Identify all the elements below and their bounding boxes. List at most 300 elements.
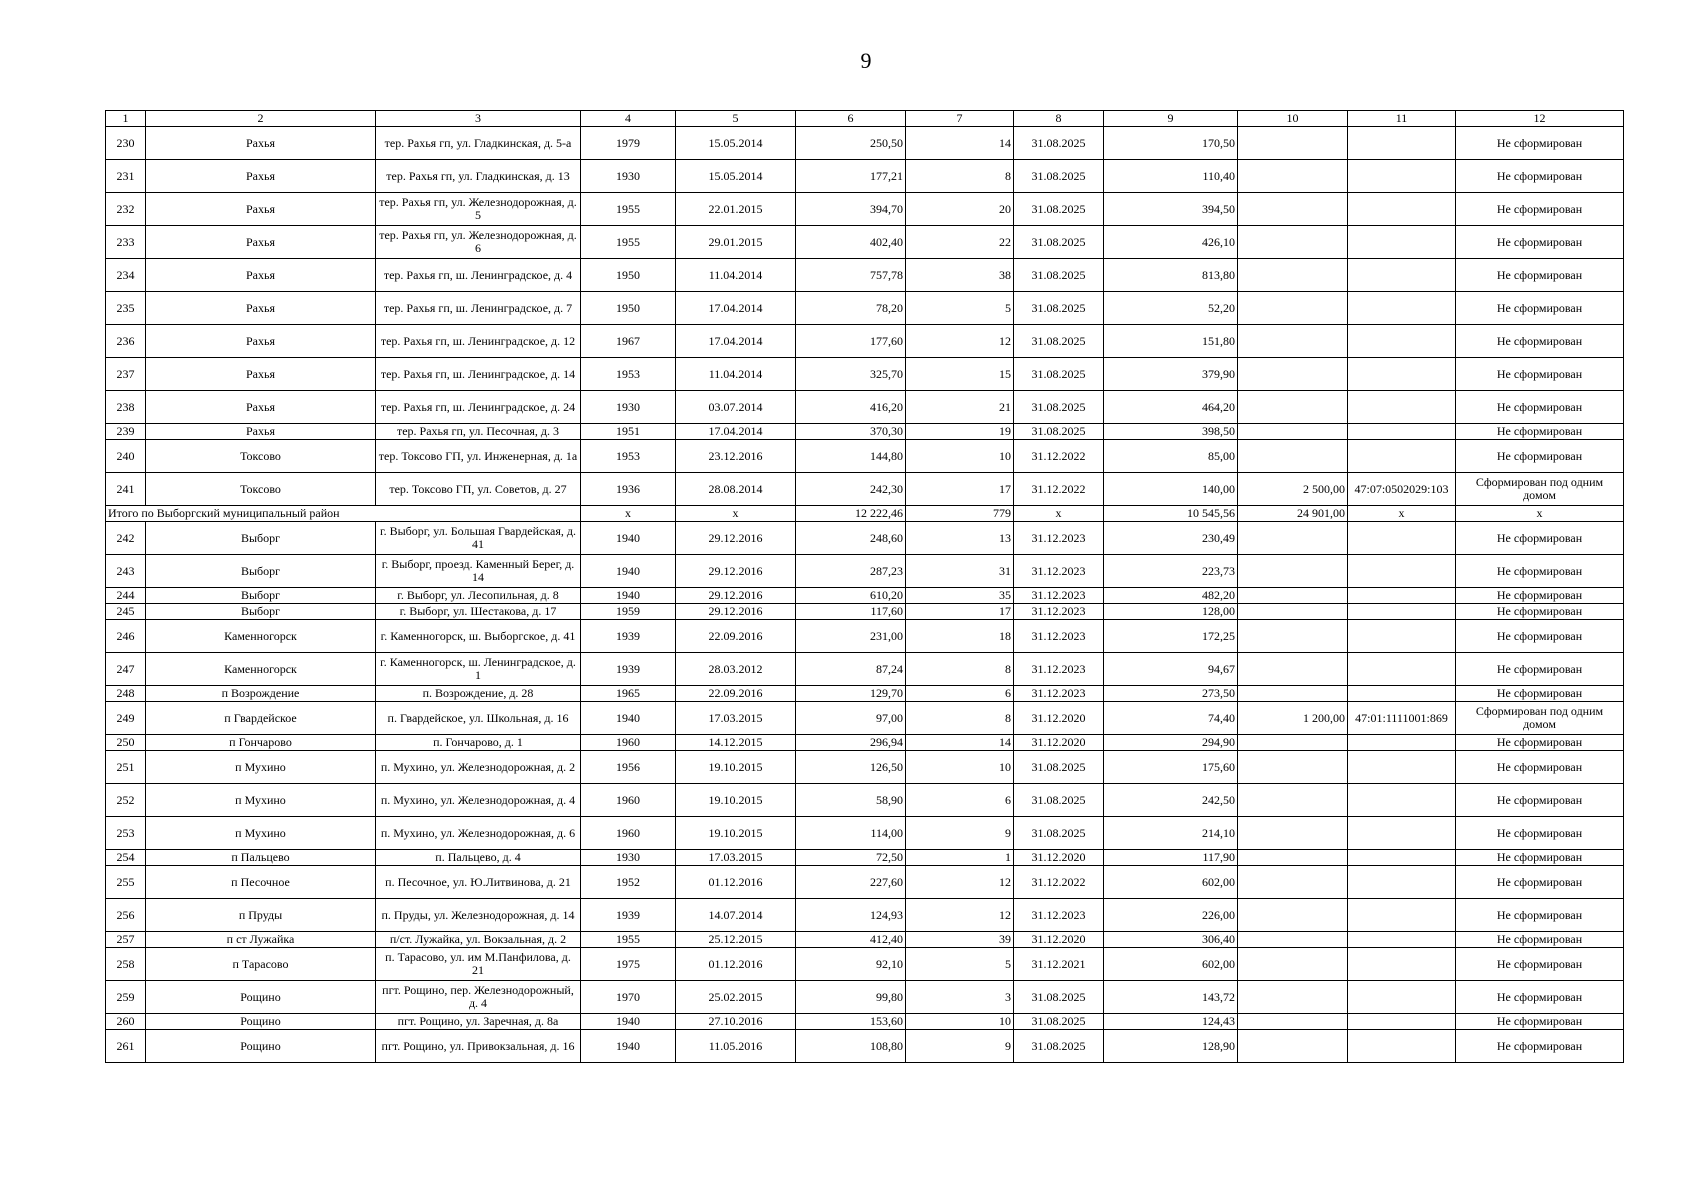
cadastral-number-cell [1348,555,1456,588]
year-cell: 1960 [581,735,676,751]
year-cell: 1975 [581,948,676,981]
address-cell: пгт. Рощино, ул. Привокзальная, д. 16 [376,1030,581,1063]
land-area-cell [1238,784,1348,817]
year-cell: 1930 [581,850,676,866]
land-area-cell [1238,686,1348,702]
settlement-cell: Выборг [146,588,376,604]
cadastral-number-cell [1348,948,1456,981]
address-cell: тер. Рахья гп, ул. Песочная, д. 3 [376,424,581,440]
people-cell: 31 [906,555,1014,588]
settlement-cell: Токсово [146,440,376,473]
status-cell: Не сформирован [1456,127,1624,160]
address-cell: тер. Рахья гп, ул. Гладкинская, д. 5-а [376,127,581,160]
area2-cell: 306,40 [1104,932,1238,948]
row-number-cell: 233 [106,226,146,259]
area2-cell: 110,40 [1104,160,1238,193]
land-area-cell [1238,424,1348,440]
status-cell: Не сформирован [1456,325,1624,358]
column-header: 2 [146,111,376,127]
date-cell: 19.10.2015 [676,784,796,817]
area-cell: 242,30 [796,473,906,506]
area-cell: 12 222,46 [796,506,906,522]
table-body [106,127,1624,1063]
settlement-cell: п Гончарово [146,735,376,751]
status-cell: Не сформирован [1456,391,1624,424]
year-cell: 1930 [581,391,676,424]
column-header: 4 [581,111,676,127]
people-cell: 10 [906,1014,1014,1030]
area2-cell: 140,00 [1104,473,1238,506]
table-row [106,702,1624,735]
address-cell: г. Каменногорск, ш. Ленинградское, д. 1 [376,653,581,686]
area2-cell: 10 545,56 [1104,506,1238,522]
date-cell: 29.01.2015 [676,226,796,259]
area2-cell: 124,43 [1104,1014,1238,1030]
people-cell: 12 [906,866,1014,899]
land-area-cell [1238,1030,1348,1063]
area-cell: 108,80 [796,1030,906,1063]
address-cell: г. Выборг, ул. Лесопильная, д. 8 [376,588,581,604]
area2-cell: 143,72 [1104,981,1238,1014]
cadastral-number-cell [1348,899,1456,932]
settlement-cell: Рахья [146,292,376,325]
year-cell: 1940 [581,1014,676,1030]
settlement-cell: Рахья [146,160,376,193]
status-cell: Не сформирован [1456,160,1624,193]
settlement-cell: Выборг [146,604,376,620]
land-area-cell [1238,160,1348,193]
table-row [106,604,1624,620]
table-row [106,981,1624,1014]
status-cell: Не сформирован [1456,259,1624,292]
year-cell: 1960 [581,817,676,850]
table-row [106,391,1624,424]
address-cell: тер. Рахья гп, ш. Ленинградское, д. 14 [376,358,581,391]
cadastral-number-cell [1348,620,1456,653]
area-cell: 78,20 [796,292,906,325]
status-cell: Не сформирован [1456,292,1624,325]
area-cell: 370,30 [796,424,906,440]
row-number-cell: 250 [106,735,146,751]
date-cell: 17.04.2014 [676,292,796,325]
area-cell: 114,00 [796,817,906,850]
year-cell: 1939 [581,620,676,653]
status-cell: Не сформирован [1456,751,1624,784]
address-cell: п. Пальцево, д. 4 [376,850,581,866]
date-cell: 22.01.2015 [676,193,796,226]
address-cell: тер. Рахья гп, ул. Железнодорожная, д. 6 [376,226,581,259]
people-cell: 20 [906,193,1014,226]
area2-cell: 273,50 [1104,686,1238,702]
area-cell: 402,40 [796,226,906,259]
area2-cell: 214,10 [1104,817,1238,850]
table-row [106,850,1624,866]
address-cell: г. Каменногорск, ш. Выборгское, д. 41 [376,620,581,653]
cadastral-number-cell [1348,981,1456,1014]
status-cell: Не сформирован [1456,1030,1624,1063]
settlement-cell: Рахья [146,193,376,226]
year-cell: 1940 [581,1030,676,1063]
date-cell: 14.07.2014 [676,899,796,932]
housing-table [105,110,1624,1063]
address-cell: п. Мухино, ул. Железнодорожная, д. 2 [376,751,581,784]
row-number-cell: 238 [106,391,146,424]
date-cell: 29.12.2016 [676,604,796,620]
status-cell: Не сформирован [1456,522,1624,555]
row-number-cell: 258 [106,948,146,981]
area-cell: 231,00 [796,620,906,653]
area-cell: 227,60 [796,866,906,899]
deadline-cell: 31.08.2025 [1014,160,1104,193]
address-cell: тер. Рахья гп, ул. Железнодорожная, д. 5 [376,193,581,226]
deadline-cell: 31.08.2025 [1014,358,1104,391]
row-number-cell: 243 [106,555,146,588]
people-cell: 3 [906,981,1014,1014]
cadastral-number-cell [1348,604,1456,620]
row-number-cell: 230 [106,127,146,160]
deadline-cell: 31.12.2020 [1014,735,1104,751]
year-cell: 1930 [581,160,676,193]
address-cell: п. Гончарово, д. 1 [376,735,581,751]
table-row [106,358,1624,391]
people-cell: 14 [906,735,1014,751]
address-cell: пгт. Рощино, пер. Железнодорожный, д. 4 [376,981,581,1014]
people-cell: 39 [906,932,1014,948]
address-cell: п. Мухино, ул. Железнодорожная, д. 6 [376,817,581,850]
area-cell: 394,70 [796,193,906,226]
people-cell: 779 [906,506,1014,522]
people-cell: 18 [906,620,1014,653]
table-row [106,292,1624,325]
settlement-cell: п Мухино [146,751,376,784]
cadastral-number-cell [1348,358,1456,391]
settlement-cell: п Гвардейское [146,702,376,735]
land-area-cell [1238,292,1348,325]
area-cell: 97,00 [796,702,906,735]
settlement-cell: Рахья [146,424,376,440]
settlement-cell: п Мухино [146,817,376,850]
date-cell: 22.09.2016 [676,686,796,702]
address-cell: п. Гвардейское, ул. Школьная, д. 16 [376,702,581,735]
table-row [106,522,1624,555]
total-label: Итого по Выборгский муниципальный район [106,506,581,522]
area-cell: 416,20 [796,391,906,424]
deadline-cell: 31.08.2025 [1014,751,1104,784]
year-cell: 1950 [581,292,676,325]
table-row [106,735,1624,751]
column-header: 7 [906,111,1014,127]
cadastral-number-cell [1348,850,1456,866]
year-cell: 1953 [581,440,676,473]
land-area-cell: 1 200,00 [1238,702,1348,735]
cadastral-number-cell [1348,653,1456,686]
area2-cell: 379,90 [1104,358,1238,391]
status-cell: Не сформирован [1456,604,1624,620]
status-cell: Не сформирован [1456,1014,1624,1030]
year-cell: 1953 [581,358,676,391]
row-number-cell: 246 [106,620,146,653]
land-area-cell [1238,653,1348,686]
column-header: 6 [796,111,906,127]
cadastral-number-cell: 47:07:0502029:103 [1348,473,1456,506]
people-cell: 10 [906,751,1014,784]
settlement-cell: п Пруды [146,899,376,932]
table-row [106,259,1624,292]
status-cell: Не сформирован [1456,850,1624,866]
area2-cell: 85,00 [1104,440,1238,473]
area2-cell: 151,80 [1104,325,1238,358]
year-cell: 1979 [581,127,676,160]
area-cell: 126,50 [796,751,906,784]
year-cell: 1940 [581,555,676,588]
status-cell: Не сформирован [1456,424,1624,440]
land-area-cell [1238,555,1348,588]
people-cell: 15 [906,358,1014,391]
date-cell: 11.05.2016 [676,1030,796,1063]
deadline-cell: 31.08.2025 [1014,391,1104,424]
row-number-cell: 255 [106,866,146,899]
date-cell: 28.03.2012 [676,653,796,686]
land-area-cell: 24 901,00 [1238,506,1348,522]
deadline-cell: 31.08.2025 [1014,1030,1104,1063]
address-cell: тер. Токсово ГП, ул. Инженерная, д. 1а [376,440,581,473]
status-cell: Сформирован под одним домом [1456,702,1624,735]
year-cell: x [581,506,676,522]
area2-cell: 294,90 [1104,735,1238,751]
cadastral-number-cell [1348,226,1456,259]
area-cell: 144,80 [796,440,906,473]
area-cell: 124,93 [796,899,906,932]
cadastral-number-cell [1348,1014,1456,1030]
people-cell: 21 [906,391,1014,424]
row-number-cell: 261 [106,1030,146,1063]
row-number-cell: 257 [106,932,146,948]
land-area-cell: 2 500,00 [1238,473,1348,506]
year-cell: 1939 [581,899,676,932]
land-area-cell [1238,981,1348,1014]
area2-cell: 170,50 [1104,127,1238,160]
area2-cell: 117,90 [1104,850,1238,866]
cadastral-number-cell: x [1348,506,1456,522]
date-cell: 11.04.2014 [676,358,796,391]
area-cell: 129,70 [796,686,906,702]
settlement-cell: п Песочное [146,866,376,899]
area-cell: 87,24 [796,653,906,686]
area2-cell: 175,60 [1104,751,1238,784]
area2-cell: 223,73 [1104,555,1238,588]
deadline-cell: 31.12.2020 [1014,932,1104,948]
date-cell: 29.12.2016 [676,522,796,555]
table-row [106,325,1624,358]
row-number-cell: 236 [106,325,146,358]
column-header: 10 [1238,111,1348,127]
area2-cell: 74,40 [1104,702,1238,735]
land-area-cell [1238,735,1348,751]
deadline-cell: 31.08.2025 [1014,424,1104,440]
area2-cell: 226,00 [1104,899,1238,932]
settlement-cell: Рощино [146,981,376,1014]
area-cell: 72,50 [796,850,906,866]
land-area-cell [1238,226,1348,259]
people-cell: 5 [906,948,1014,981]
settlement-cell: Рахья [146,325,376,358]
settlement-cell: п Тарасово [146,948,376,981]
status-cell: x [1456,506,1624,522]
area2-cell: 52,20 [1104,292,1238,325]
row-number-cell: 259 [106,981,146,1014]
status-cell: Не сформирован [1456,620,1624,653]
column-header: 11 [1348,111,1456,127]
deadline-cell: 31.08.2025 [1014,193,1104,226]
deadline-cell: 31.08.2025 [1014,292,1104,325]
table-row [106,473,1624,506]
table-row [106,899,1624,932]
table-row [106,620,1624,653]
settlement-cell: Каменногорск [146,620,376,653]
people-cell: 35 [906,588,1014,604]
deadline-cell: 31.08.2025 [1014,226,1104,259]
settlement-cell: Рощино [146,1030,376,1063]
people-cell: 38 [906,259,1014,292]
row-number-cell: 242 [106,522,146,555]
people-cell: 12 [906,325,1014,358]
area-cell: 58,90 [796,784,906,817]
date-cell: 27.10.2016 [676,1014,796,1030]
column-header: 12 [1456,111,1624,127]
status-cell: Не сформирован [1456,981,1624,1014]
deadline-cell: 31.08.2025 [1014,817,1104,850]
deadline-cell: 31.12.2022 [1014,440,1104,473]
cadastral-number-cell [1348,1030,1456,1063]
settlement-cell: п Мухино [146,784,376,817]
land-area-cell [1238,866,1348,899]
area2-cell: 128,90 [1104,1030,1238,1063]
cadastral-number-cell [1348,866,1456,899]
year-cell: 1940 [581,588,676,604]
deadline-cell: 31.12.2023 [1014,522,1104,555]
total-row [106,506,1624,522]
area2-cell: 602,00 [1104,866,1238,899]
settlement-cell: Рахья [146,226,376,259]
address-cell: г. Выборг, проезд. Каменный Берег, д. 14 [376,555,581,588]
land-area-cell [1238,751,1348,784]
settlement-cell: Рахья [146,127,376,160]
address-cell: п. Мухино, ул. Железнодорожная, д. 4 [376,784,581,817]
status-cell: Не сформирован [1456,948,1624,981]
people-cell: 17 [906,604,1014,620]
cadastral-number-cell: 47:01:1111001:869 [1348,702,1456,735]
area2-cell: 230,49 [1104,522,1238,555]
row-number-cell: 234 [106,259,146,292]
row-number-cell: 241 [106,473,146,506]
status-cell: Сформирован под одним домом [1456,473,1624,506]
deadline-cell: 31.12.2023 [1014,899,1104,932]
date-cell: 29.12.2016 [676,588,796,604]
row-number-cell: 253 [106,817,146,850]
table-row [106,932,1624,948]
year-cell: 1951 [581,424,676,440]
status-cell: Не сформирован [1456,440,1624,473]
land-area-cell [1238,440,1348,473]
area-cell: 610,20 [796,588,906,604]
table-row [106,588,1624,604]
settlement-cell: Выборг [146,522,376,555]
land-area-cell [1238,588,1348,604]
area2-cell: 426,10 [1104,226,1238,259]
area-cell: 99,80 [796,981,906,1014]
table-row [106,555,1624,588]
land-area-cell [1238,899,1348,932]
status-cell: Не сформирован [1456,653,1624,686]
area2-cell: 464,20 [1104,391,1238,424]
row-number-cell: 245 [106,604,146,620]
date-cell: 28.08.2014 [676,473,796,506]
address-cell: п/ст. Лужайка, ул. Вокзальная, д. 2 [376,932,581,948]
status-cell: Не сформирован [1456,735,1624,751]
year-cell: 1959 [581,604,676,620]
year-cell: 1956 [581,751,676,784]
date-cell: 19.10.2015 [676,751,796,784]
table-row [106,160,1624,193]
date-cell: 19.10.2015 [676,817,796,850]
settlement-cell: Рощино [146,1014,376,1030]
people-cell: 8 [906,653,1014,686]
land-area-cell [1238,127,1348,160]
area-cell: 248,60 [796,522,906,555]
deadline-cell: 31.12.2023 [1014,604,1104,620]
cadastral-number-cell [1348,292,1456,325]
deadline-cell: x [1014,506,1104,522]
land-area-cell [1238,817,1348,850]
area-cell: 296,94 [796,735,906,751]
cadastral-number-cell [1348,325,1456,358]
settlement-cell: Выборг [146,555,376,588]
year-cell: 1939 [581,653,676,686]
area2-cell: 242,50 [1104,784,1238,817]
area-cell: 177,60 [796,325,906,358]
cadastral-number-cell [1348,784,1456,817]
row-number-cell: 248 [106,686,146,702]
date-cell: 01.12.2016 [676,866,796,899]
settlement-cell: п ст Лужайка [146,932,376,948]
table-row [106,751,1624,784]
deadline-cell: 31.08.2025 [1014,127,1104,160]
cadastral-number-cell [1348,127,1456,160]
table-row [106,424,1624,440]
land-area-cell [1238,948,1348,981]
address-cell: пгт. Рощино, ул. Заречная, д. 8а [376,1014,581,1030]
settlement-cell: п Возрождение [146,686,376,702]
people-cell: 10 [906,440,1014,473]
area2-cell: 128,00 [1104,604,1238,620]
people-cell: 19 [906,424,1014,440]
date-cell: 11.04.2014 [676,259,796,292]
row-number-cell: 260 [106,1014,146,1030]
area-cell: 412,40 [796,932,906,948]
status-cell: Не сформирован [1456,932,1624,948]
people-cell: 5 [906,292,1014,325]
settlement-cell: Рахья [146,358,376,391]
cadastral-number-cell [1348,259,1456,292]
year-cell: 1967 [581,325,676,358]
cadastral-number-cell [1348,751,1456,784]
row-number-cell: 251 [106,751,146,784]
year-cell: 1952 [581,866,676,899]
cadastral-number-cell [1348,932,1456,948]
settlement-cell: Рахья [146,259,376,292]
status-cell: Не сформирован [1456,588,1624,604]
year-cell: 1955 [581,932,676,948]
